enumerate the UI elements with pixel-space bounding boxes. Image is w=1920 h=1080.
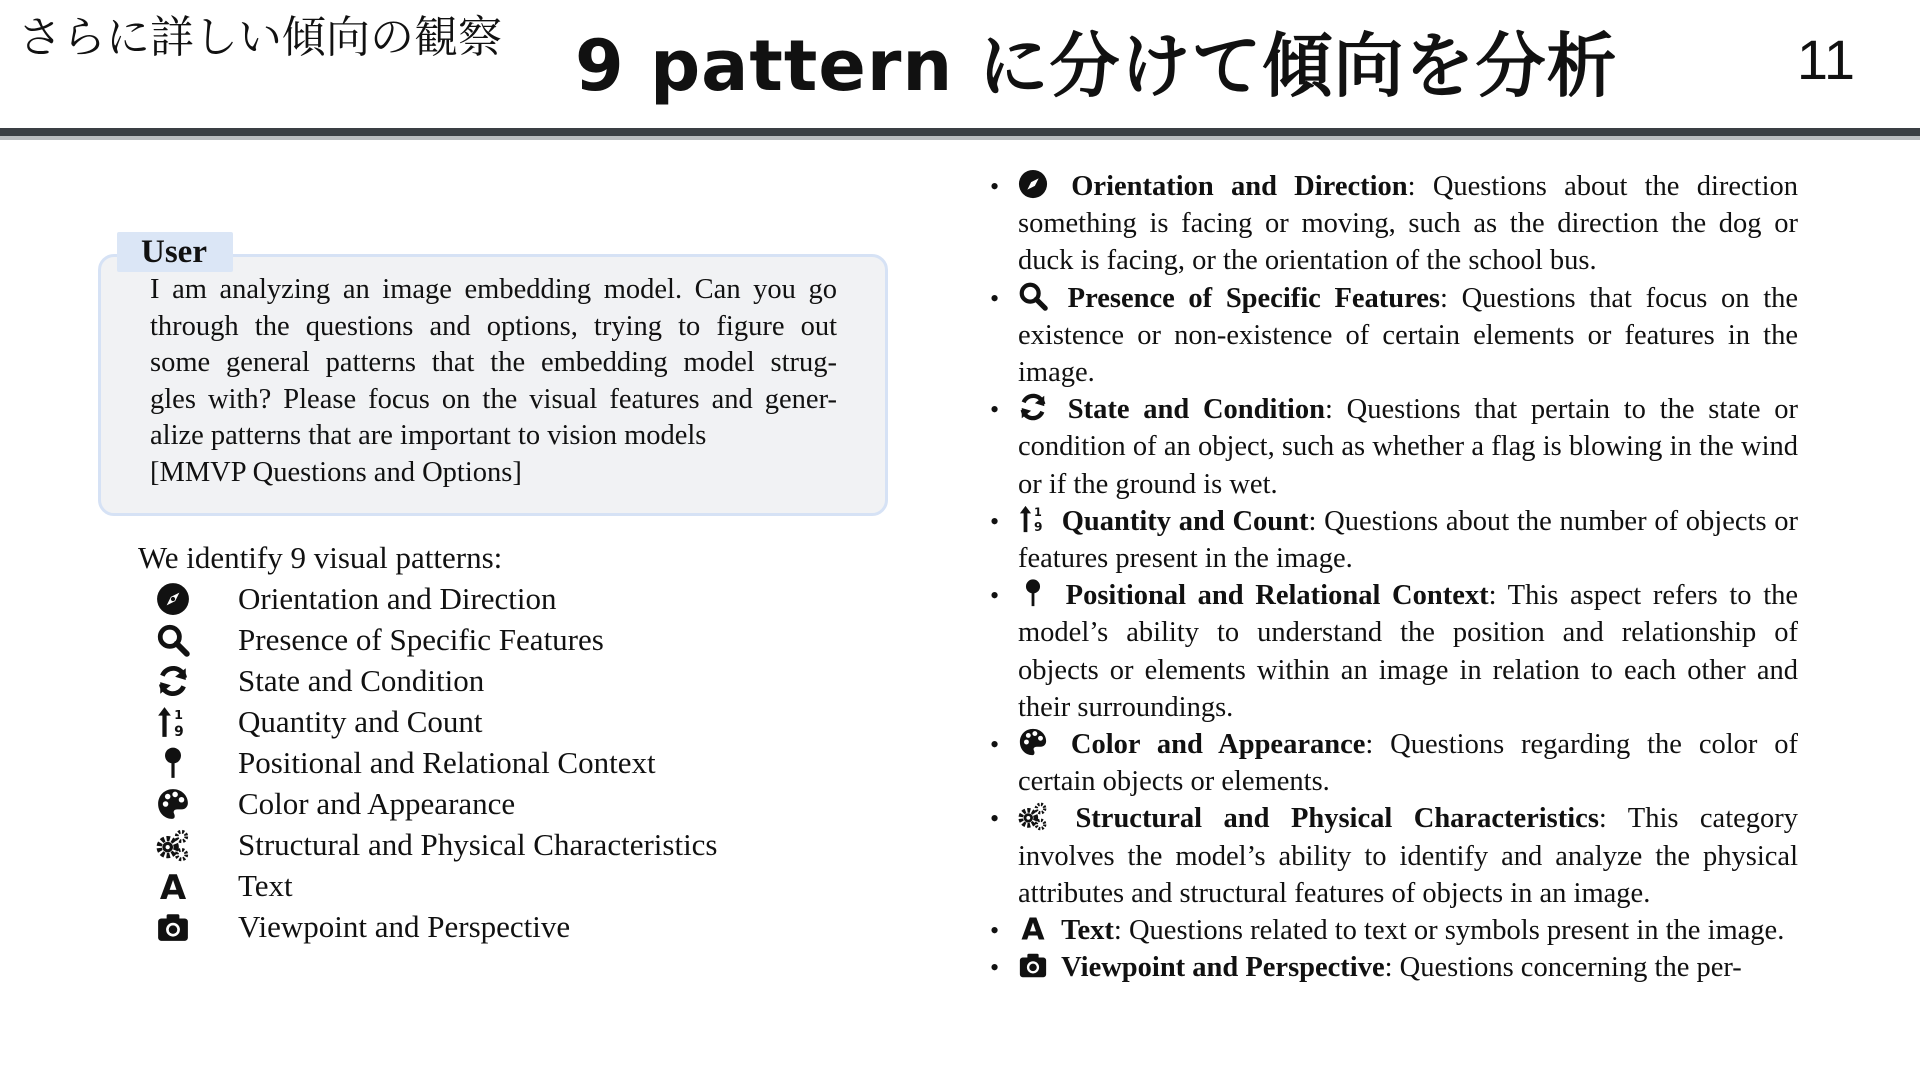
description-text: Questions about the direction something is facing or moving, such as the direction the dog or duck is facing, or the orientation of the school bus. [1018,171,1798,277]
pattern-label: State and Condition [238,662,485,698]
compass-icon [150,581,196,617]
pattern-item [150,578,718,619]
description-item [988,800,1798,912]
font-icon [150,868,196,904]
description-item [988,168,1798,280]
pattern-description-list [988,168,1798,986]
pattern-label: Text [238,867,293,903]
description-item [988,912,1798,949]
palette-icon [1018,727,1050,755]
description-colon: : [1384,952,1400,984]
user-prompt-line: through the questions and options, trying to figure out [150,310,837,342]
description-text: Questions about the number of objects or features present in the image. [1018,505,1799,575]
pattern-item [150,619,718,660]
bullet: • [990,506,1000,536]
pattern-item [150,783,718,824]
patterns-intro: We identify 9 visual patterns: [138,540,503,575]
bullet: • [990,804,1000,834]
title-divider-shadow [0,136,1920,140]
slide-title: 9 pattern に分けて傾向を分析 [575,25,1618,107]
palette-icon [150,786,196,822]
bullet: • [990,283,1000,313]
svg-text:A: A [1021,913,1045,944]
map-pin-icon [150,745,196,781]
svg-text:9: 9 [1033,520,1043,534]
pattern-item [150,824,718,865]
description-name: Quantity and Count [1061,505,1309,537]
description-colon: : [1439,282,1462,314]
pattern-list [150,578,718,947]
user-prompt-text [150,272,837,492]
pattern-label: Quantity and Count [238,703,483,739]
sort-numeric-icon [1018,504,1050,532]
description-colon: : [1407,171,1433,202]
description-item [988,577,1798,726]
description-name: Presence of Specific Features [1067,282,1440,314]
description-colon: : [1308,505,1325,537]
description-item [988,726,1798,800]
pattern-item [150,660,718,701]
description-colon: : [1324,394,1347,426]
description-item [988,949,1798,986]
compass-icon [1018,169,1050,197]
pattern-label: Viewpoint and Perspective [238,908,571,944]
camera-icon [150,909,196,945]
description-colon: : [1365,729,1391,761]
description-item [988,280,1798,392]
svg-text:A: A [159,868,187,903]
svg-text:1: 1 [1033,506,1042,520]
page-number: 11 [1796,28,1855,91]
sync-icon [1018,392,1050,420]
description-name: Positional and Relational Context [1065,580,1489,612]
pattern-label: Presence of Specific Features [238,621,604,657]
description-text: Questions regarding the color of certain objects or elements. [1018,729,1798,798]
description-name: Orientation and Direction [1071,171,1408,202]
pattern-label: Positional and Relational Context [238,744,656,780]
bullet: • [990,916,1000,946]
description-text: This category involves the model’s ability to identify and analyze the physical attributes and structural features of objects in an image. [1018,803,1799,909]
user-prompt-line: I am analyzing an image embedding model. Can you go [150,274,837,305]
bullet: • [990,395,1000,425]
description-name: State and Condition [1067,394,1325,426]
description-name: Structural and Physical Characteristics [1075,803,1599,835]
description-text: Questions that focus on the existence or non-existence of certain elements or features in the image. [1018,282,1799,389]
user-prompt-line: some general patterns that the embedding model strug- [150,347,837,379]
description-name: Viewpoint and Perspective [1061,952,1385,984]
user-prompt-line: [MMVP Questions and Options] [150,456,522,488]
bullet: • [990,953,1000,983]
font-icon [1018,913,1050,944]
bullet: • [990,172,1000,201]
description-name: Text [1061,915,1114,947]
svg-text:1: 1 [174,707,183,723]
search-icon [150,622,196,658]
cogs-icon [1018,801,1050,829]
pattern-item [150,742,718,783]
search-icon [1018,281,1050,309]
description-text: Questions related to text or symbols present in the image. [1128,915,1785,947]
description-text: Questions that pertain to the state or condition of an object, such as whether a flag is blowing in the wind or if the ground is wet. [1018,394,1798,500]
map-pin-icon [1018,578,1050,606]
user-prompt-line: gles with? Please focus on the visual features and gener- [150,383,837,415]
section-title: さらに詳しい傾向の観察 [18,12,502,63]
sort-numeric-icon [150,704,196,740]
bullet: • [990,581,1000,611]
bullet: • [990,730,1000,760]
description-colon: : [1598,803,1628,835]
pattern-label: Color and Appearance [238,785,516,821]
user-prompt-line: alize patterns that are important to vision models [150,420,707,452]
description-text: Questions concerning the per- [1399,952,1742,984]
description-item [988,503,1798,577]
pattern-label: Structural and Physical Characteristics [238,826,718,862]
svg-text:9: 9 [174,723,184,739]
description-name: Color and Appearance [1070,729,1366,761]
title-divider [0,128,1920,136]
description-item [988,391,1798,503]
sync-icon [150,663,196,699]
pattern-label: Orientation and Direction [238,580,557,616]
camera-icon [1018,950,1050,978]
pattern-item [150,701,718,742]
cogs-icon [150,827,196,863]
description-colon: : [1488,580,1508,612]
description-colon: : [1113,915,1129,947]
description-text: This aspect refers to the model’s ability to understand the position and relationship of objects or elements within an image in relation to each other and their surroundings. [1018,580,1799,723]
pattern-item [150,906,718,947]
user-tab-label: User [117,232,233,272]
pattern-item [150,865,718,906]
